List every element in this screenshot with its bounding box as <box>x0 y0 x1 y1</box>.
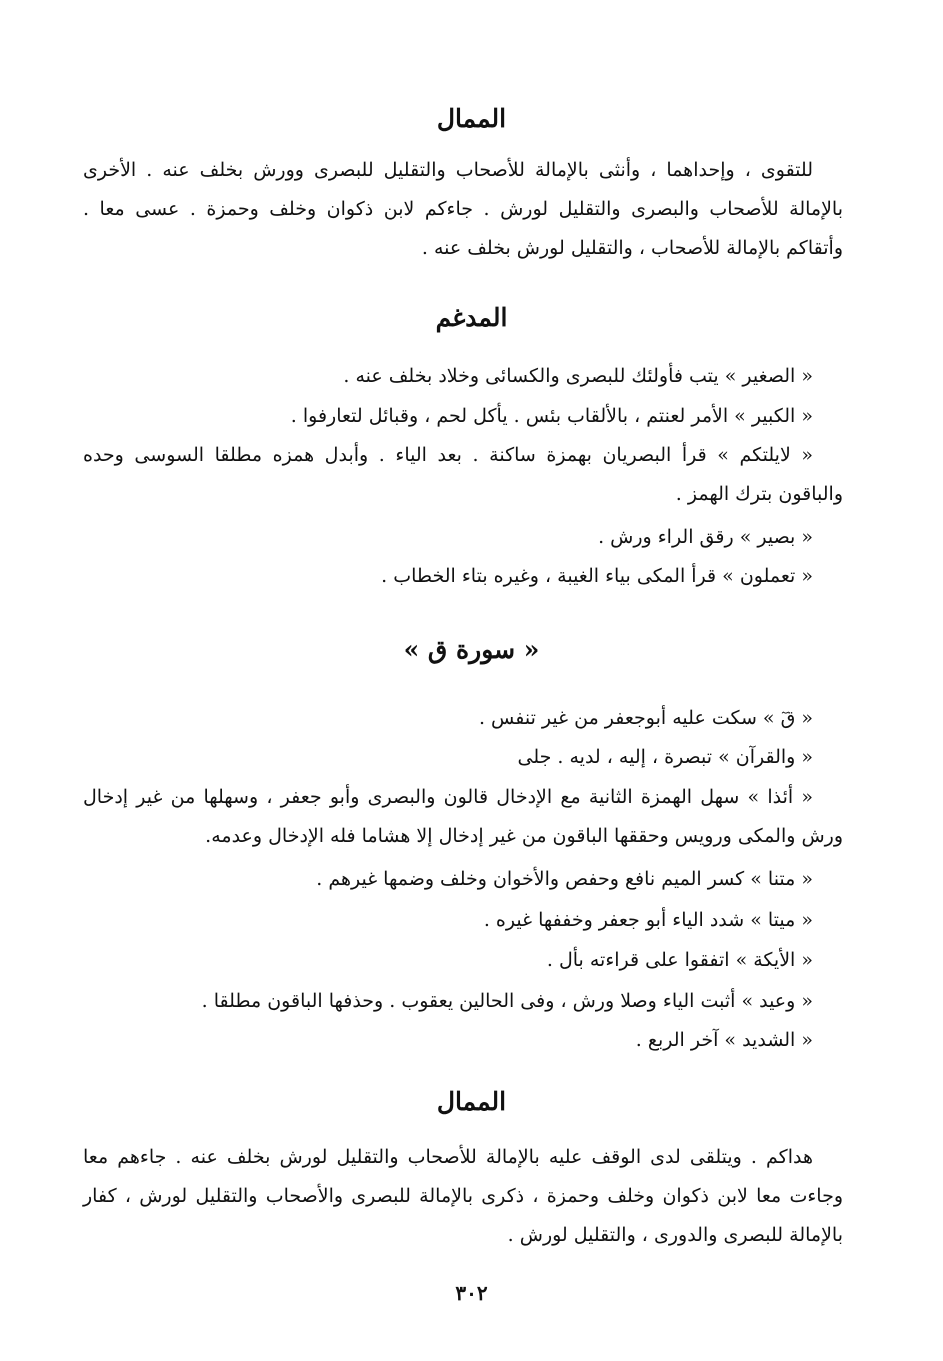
section-heading-mumal-2: الممال <box>436 1087 507 1116</box>
text-line: « الأيكة » اتفقوا على قراءته بأل . <box>546 949 813 971</box>
text-line: « وعيد » أثبت الياء وصلا ورش ، وفى الحالين يعقوب . وحذفها الباقون مطلقا . <box>201 990 813 1012</box>
paragraph-mumal: للتقوى ، وإحداهما ، وأنثى بالإمالة للأصحاب والتقليل للبصرى وورش بخلف عنه . الأخرى بالإمالة للأصحاب والبصرى والتقليل لورش . جاءكم لابن ذكوان وخلف وحمزة . عسى معا . وأتقاكم بالإمالة للأصحاب ، والتقليل لورش بخلف عنه . <box>83 159 843 259</box>
text-line: « قٓ » سكت عليه أبوجعفر من غير تنفس . <box>478 707 813 729</box>
paragraph-aidha: « أئذا » سهل الهمزة الثانية مع الإدخال قالون والبصرى وأبو جعفر ، وسهلها من غير إدخال ورش والمكى ورويس وحققها الباقون من غير إدخال إلا هشاما فله الإدخال وعدمه. <box>83 786 843 847</box>
text-line: « الشديد » آخر الربع . <box>635 1029 813 1051</box>
paragraph-lailatkum: « لايلتكم » قرأ البصريان بهمزة ساكنة . بعد الياء . وأبدل همزه مطلقا السوسى وحده والباقون بترك الهمز . <box>83 444 843 505</box>
text-line: « تعملون » قرأ المكى بياء الغيبة ، وغيره بتاء الخطاب . <box>381 565 813 587</box>
text-line: « متنا » كسر الميم نافع وحفص والأخوان وخلف وضمها غيرهم . <box>316 868 813 890</box>
surah-heading: « سورة ق » <box>403 635 540 664</box>
text-line: « ميتا » شدد الياء أبو جعفر وخففها غيره . <box>483 909 813 931</box>
text-line: « الصغير » يتب فأولئك للبصرى والكسائى وخلاد بخلف عنه . <box>343 365 813 387</box>
paragraph-mumal-2: هداكم . ويتلقى لدى الوقف عليه بالإمالة للأصحاب والتقليل لورش بخلف عنه . جاءهم معا وجاءت معا لابن ذكوان وخلف وحمزة ، ذكرى بالإمالة للبصرى والأصحاب والتقليل لورش ، كفار بالإمالة للبصرى والدورى ، والتقليل لورش . <box>83 1146 843 1246</box>
text-line: « والقرآن » تبصرة ، إليه ، لديه . جلى <box>517 746 813 768</box>
text-line: « بصير » رقق الراء ورش . <box>598 526 813 548</box>
text-line: « الكبير » الأمر لعنتم ، بالألقاب بئس . يأكل لحم ، وقبائل لتعارفوا . <box>290 405 813 427</box>
page-number: ٣٠٢ <box>455 1281 488 1305</box>
section-heading-mudgham: المدغم <box>435 303 508 332</box>
section-heading-mumal: الممال <box>436 104 507 133</box>
